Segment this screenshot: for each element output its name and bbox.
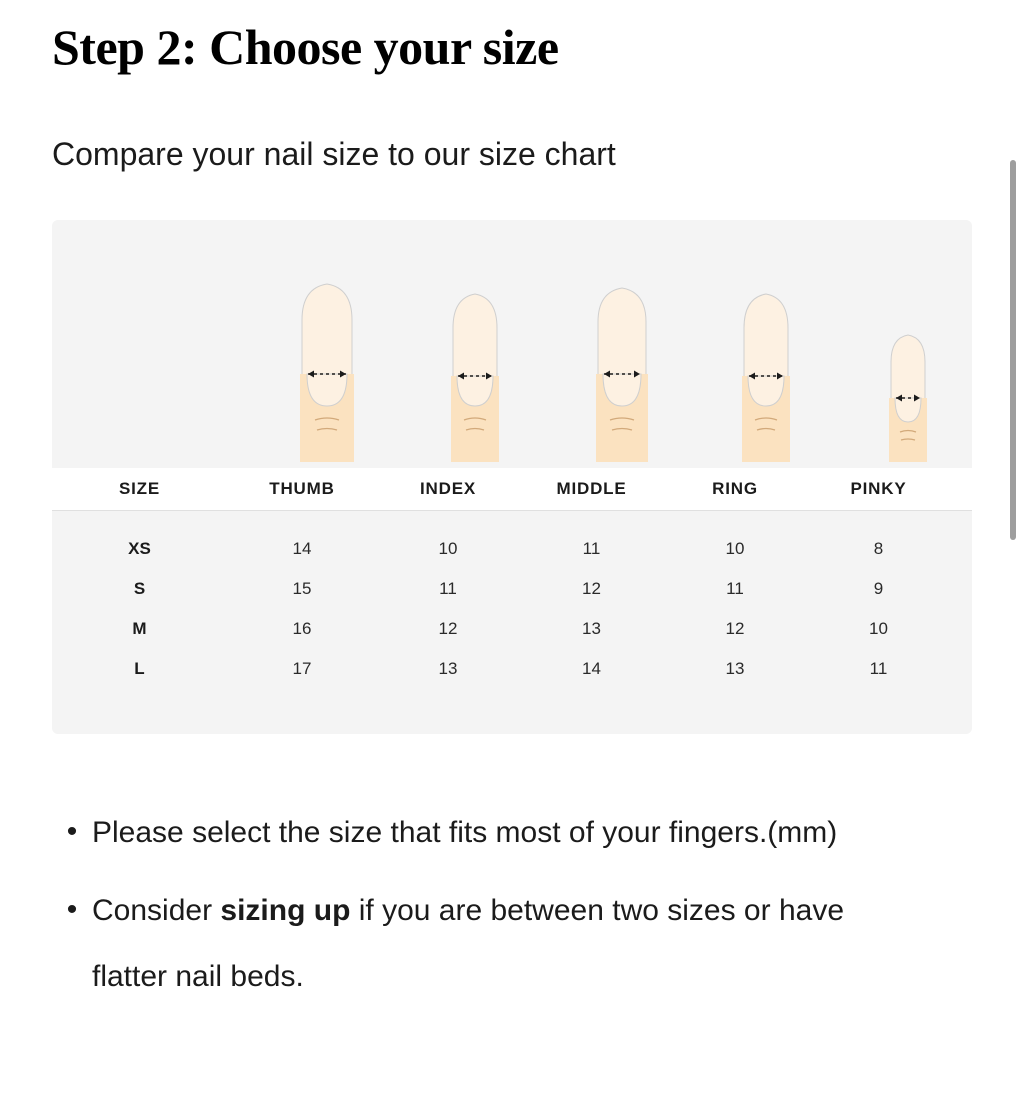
scrollbar[interactable] (1010, 160, 1016, 540)
cell-middle: 11 (582, 539, 601, 558)
cell-middle: 12 (582, 579, 601, 598)
bullet-text-prefix: Please select the size that fits most of your fingers.(mm) (92, 816, 838, 849)
cell-pinky: 10 (869, 619, 888, 638)
sizing-notes (52, 800, 952, 1022)
column-header-size: SIZE (119, 479, 160, 498)
size-chart-card (52, 220, 972, 734)
cell-ring: 13 (725, 659, 745, 678)
cell-size: M (132, 619, 147, 638)
cell-index: 12 (438, 619, 458, 638)
middle-nail-diagram (594, 284, 650, 462)
cell-thumb: 14 (292, 539, 312, 558)
cell-pinky: 9 (873, 579, 884, 598)
cell-middle: 13 (582, 619, 601, 638)
table-body (52, 511, 972, 689)
table-row (52, 569, 972, 609)
page-title: Step 2: Choose your size (52, 19, 559, 75)
column-header-middle: MIDDLE (556, 479, 627, 498)
ring-nail-diagram (740, 290, 792, 462)
thumb-nail-diagram (297, 280, 357, 462)
cell-size: S (133, 579, 146, 598)
bullet-text-suffix: if you are between two sizes or have flatter nail beds. (92, 894, 844, 993)
size-table (52, 468, 972, 689)
bullet-content (92, 800, 837, 866)
cell-ring: 11 (726, 579, 744, 598)
cell-thumb: 17 (292, 659, 312, 678)
table-header-row (52, 468, 972, 511)
cell-middle: 14 (582, 659, 601, 678)
cell-index: 10 (438, 539, 458, 558)
bullet-marker: • (66, 893, 78, 926)
index-nail-diagram (449, 290, 501, 462)
pinky-nail-diagram (888, 332, 928, 462)
cell-ring: 10 (725, 539, 745, 558)
cell-size: XS (128, 539, 151, 558)
bullet-content (92, 878, 922, 1010)
table-row (52, 609, 972, 649)
column-header-index: INDEX (420, 479, 476, 498)
cell-pinky: 8 (873, 539, 884, 558)
table-row (52, 529, 972, 569)
cell-ring: 12 (725, 619, 745, 638)
bullet-text-prefix: Consider (92, 894, 221, 927)
list-item (52, 878, 952, 1010)
column-header-thumb: THUMB (269, 479, 335, 498)
cell-index: 13 (438, 659, 458, 678)
list-item (52, 800, 952, 866)
bullet-text-emphasis: sizing up (220, 894, 351, 927)
cell-thumb: 16 (292, 619, 312, 638)
page-subtitle: Compare your nail size to our size chart (52, 136, 616, 172)
column-header-pinky: PINKY (850, 479, 907, 498)
cell-index: 11 (439, 579, 457, 598)
table-row (52, 649, 972, 689)
nail-diagrams (52, 220, 972, 468)
cell-size: L (134, 659, 145, 678)
cell-pinky: 11 (869, 659, 888, 678)
bullet-marker: • (66, 815, 78, 848)
cell-thumb: 15 (292, 579, 312, 598)
column-header-ring: RING (712, 479, 758, 498)
